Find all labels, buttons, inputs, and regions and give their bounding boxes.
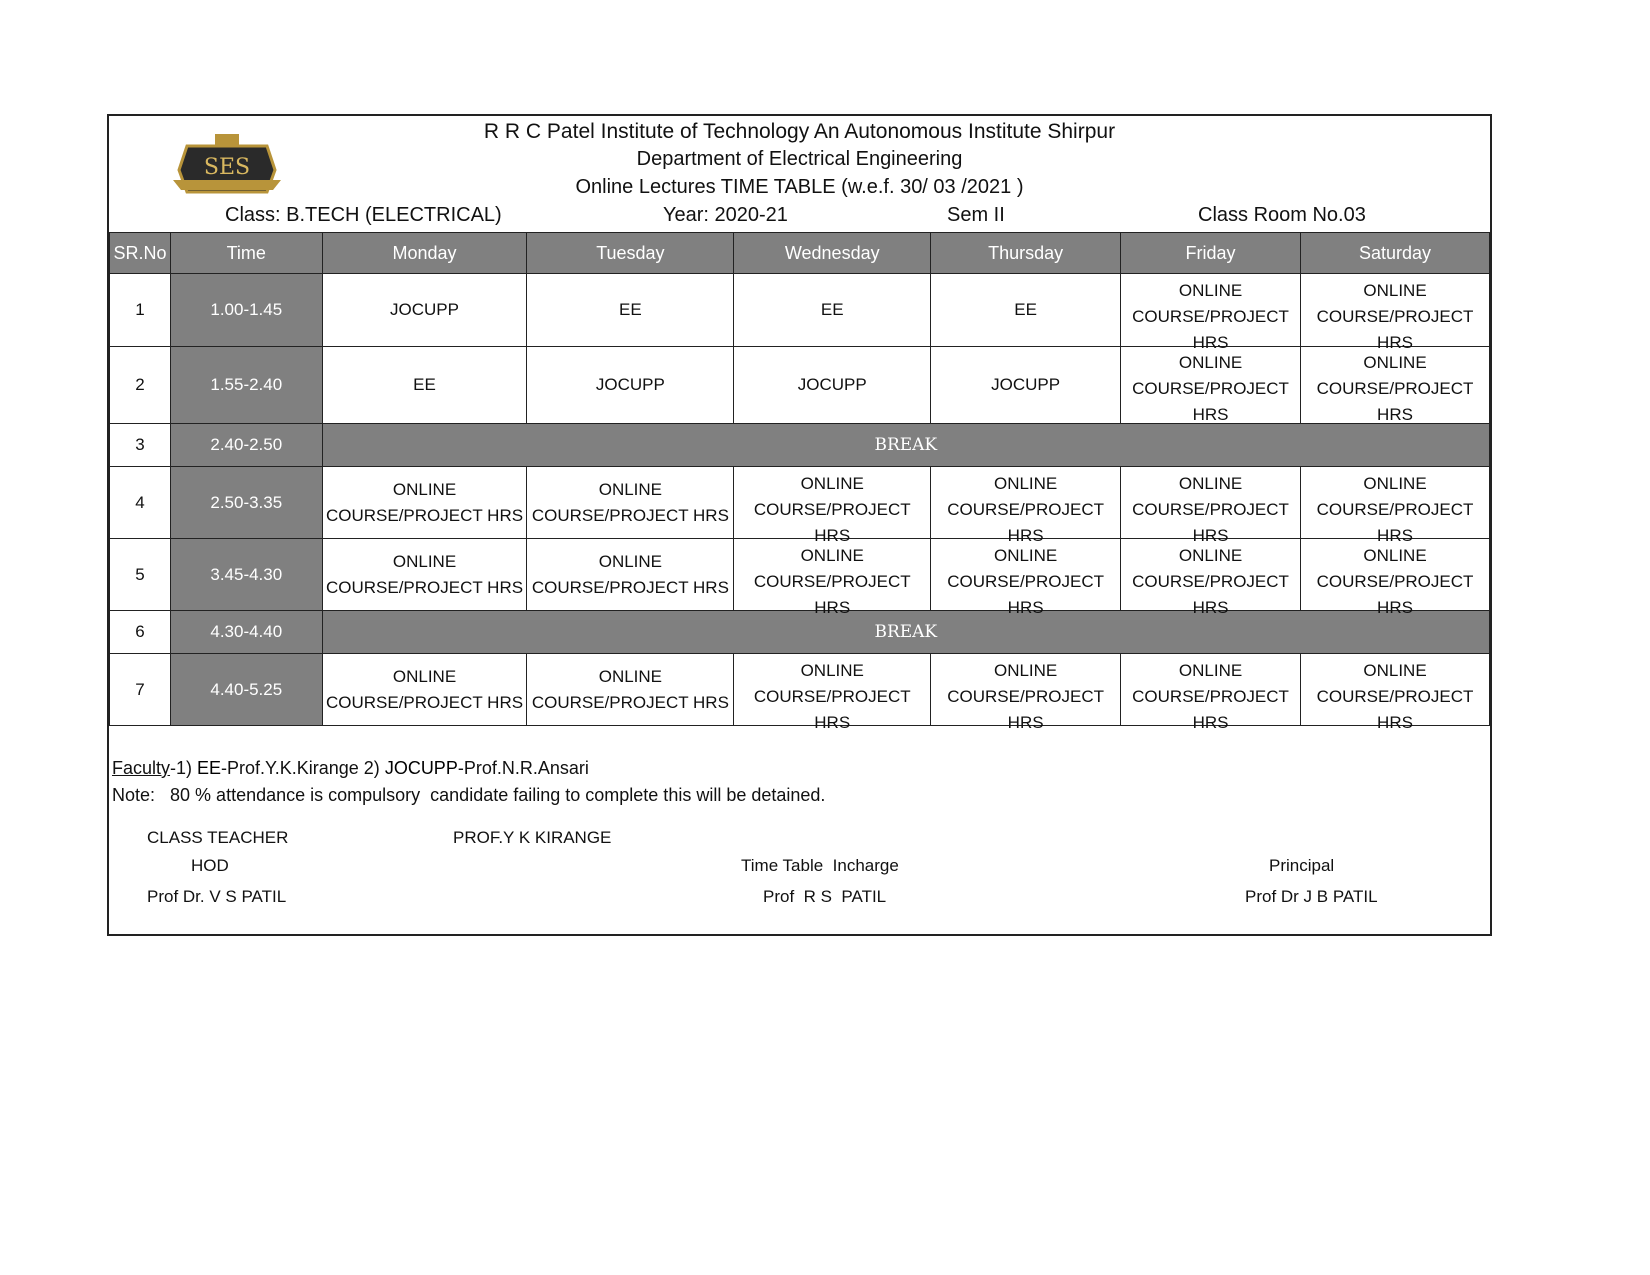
sr-cell: 6 bbox=[110, 611, 171, 654]
lecture-cell: ONLINE COURSE/PROJECT HRS bbox=[1301, 274, 1490, 347]
time-cell: 2.40-2.50 bbox=[170, 424, 322, 467]
lecture-cell: ONLINE COURSE/PROJECT HRS bbox=[1301, 539, 1490, 611]
lecture-cell: ONLINE COURSE/PROJECT HRS bbox=[734, 467, 931, 539]
year-label: Year: 2020-21 bbox=[663, 204, 788, 226]
col-header-time: Time bbox=[170, 233, 322, 274]
table-row bbox=[110, 424, 1490, 467]
lecture-cell: ONLINE COURSE/PROJECT HRS bbox=[1121, 347, 1301, 424]
table-row bbox=[110, 611, 1490, 654]
lecture-cell: JOCUPP bbox=[734, 347, 931, 424]
lecture-cell: EE bbox=[734, 274, 931, 347]
timetable-sheet bbox=[107, 114, 1492, 936]
sem-label: Sem II bbox=[947, 204, 1005, 226]
timetable-incharge-label: Time Table Incharge bbox=[741, 856, 899, 875]
class-label: Class: B.TECH (ELECTRICAL) bbox=[225, 204, 502, 226]
lecture-cell: ONLINE COURSE/PROJECT HRS bbox=[734, 539, 931, 611]
sr-cell: 1 bbox=[110, 274, 171, 347]
lecture-cell: ONLINE COURSE/PROJECT HRS bbox=[527, 467, 734, 539]
lecture-cell: ONLINE COURSE/PROJECT HRS bbox=[1121, 274, 1301, 347]
col-header-wednesday: Wednesday bbox=[734, 233, 931, 274]
faculty-1-code: EE bbox=[197, 758, 222, 778]
logo-text: SES bbox=[203, 155, 251, 180]
lecture-cell: ONLINE COURSE/PROJECT HRS bbox=[1301, 654, 1490, 726]
room-label: Class Room No.03 bbox=[1198, 204, 1366, 226]
hod-label: HOD bbox=[191, 856, 229, 875]
lecture-cell: ONLINE COURSE/PROJECT HRS bbox=[322, 539, 527, 611]
attendance-note: Note: 80 % attendance is compulsory candidate failing to complete this will be detained. bbox=[112, 785, 826, 805]
time-cell: 4.40-5.25 bbox=[170, 654, 322, 726]
time-cell: 4.30-4.40 bbox=[170, 611, 322, 654]
header-row bbox=[110, 233, 1490, 274]
col-header-thursday: Thursday bbox=[931, 233, 1121, 274]
time-cell: 2.50-3.35 bbox=[170, 467, 322, 539]
faculty-1-name: -Prof.Y.K.Kirange bbox=[221, 758, 364, 778]
lecture-cell: JOCUPP bbox=[322, 274, 527, 347]
col-header-monday: Monday bbox=[322, 233, 527, 274]
sr-cell: 4 bbox=[110, 467, 171, 539]
table-row bbox=[110, 539, 1490, 611]
break-cell: BREAK bbox=[322, 611, 1489, 654]
lecture-cell: ONLINE COURSE/PROJECT HRS bbox=[322, 654, 527, 726]
col-header-saturday: Saturday bbox=[1301, 233, 1490, 274]
lecture-cell: EE bbox=[322, 347, 527, 424]
col-header-tuesday: Tuesday bbox=[527, 233, 734, 274]
sr-cell: 2 bbox=[110, 347, 171, 424]
principal-name: Prof Dr J B PATIL bbox=[1245, 887, 1378, 906]
table-row bbox=[110, 467, 1490, 539]
faculty-2-code: JOCUPP bbox=[384, 758, 458, 778]
class-teacher-name: PROF.Y K KIRANGE bbox=[453, 828, 612, 847]
timetable bbox=[109, 232, 1490, 732]
timetable-title: Online Lectures TIME TABLE (w.e.f. 30/ 03 /2021 ) bbox=[575, 176, 1024, 198]
lecture-cell: ONLINE COURSE/PROJECT HRS bbox=[931, 539, 1121, 611]
time-cell: 3.45-4.30 bbox=[170, 539, 322, 611]
lecture-cell: EE bbox=[931, 274, 1121, 347]
department-name: Department of Electrical Engineering bbox=[636, 148, 963, 170]
lecture-cell: ONLINE COURSE/PROJECT HRS bbox=[1301, 347, 1490, 424]
lecture-cell: JOCUPP bbox=[931, 347, 1121, 424]
table-row bbox=[110, 347, 1490, 424]
table-row bbox=[110, 654, 1490, 726]
table-row bbox=[110, 274, 1490, 347]
lecture-cell: JOCUPP bbox=[527, 347, 734, 424]
lecture-cell: ONLINE COURSE/PROJECT HRS bbox=[1121, 654, 1301, 726]
lecture-cell: ONLINE COURSE/PROJECT HRS bbox=[734, 654, 931, 726]
lecture-cell: ONLINE COURSE/PROJECT HRS bbox=[1121, 539, 1301, 611]
col-header-friday: Friday bbox=[1121, 233, 1301, 274]
lecture-cell: EE bbox=[527, 274, 734, 347]
class-teacher-label: CLASS TEACHER bbox=[147, 828, 289, 847]
sr-cell: 3 bbox=[110, 424, 171, 467]
principal-label: Principal bbox=[1269, 856, 1335, 875]
sr-cell: 7 bbox=[110, 654, 171, 726]
lecture-cell: ONLINE COURSE/PROJECT HRS bbox=[931, 654, 1121, 726]
break-cell: BREAK bbox=[322, 424, 1489, 467]
lecture-cell: ONLINE COURSE/PROJECT HRS bbox=[931, 467, 1121, 539]
faculty-label: Faculty bbox=[112, 758, 171, 778]
col-header-srno: SR.No bbox=[110, 233, 171, 274]
lecture-cell: ONLINE COURSE/PROJECT HRS bbox=[1121, 467, 1301, 539]
lecture-cell: ONLINE COURSE/PROJECT HRS bbox=[322, 467, 527, 539]
sr-cell: 5 bbox=[110, 539, 171, 611]
faculty-2-name: -Prof.N.R.Ansari bbox=[457, 758, 589, 778]
timetable-incharge-name: Prof R S PATIL bbox=[763, 887, 887, 906]
lecture-cell: ONLINE COURSE/PROJECT HRS bbox=[1301, 467, 1490, 539]
faculty-line: Faculty-1) EE-Prof.Y.K.Kirange 2) JOCUPP-Prof.N.R.Ansari bbox=[112, 758, 589, 778]
lecture-cell: ONLINE COURSE/PROJECT HRS bbox=[527, 654, 734, 726]
time-cell: 1.00-1.45 bbox=[170, 274, 322, 347]
time-cell: 1.55-2.40 bbox=[170, 347, 322, 424]
hod-name: Prof Dr. V S PATIL bbox=[147, 887, 287, 906]
lecture-cell: ONLINE COURSE/PROJECT HRS bbox=[527, 539, 734, 611]
institute-name: R R C Patel Institute of Technology An Autonomous Institute Shirpur bbox=[483, 120, 1116, 143]
